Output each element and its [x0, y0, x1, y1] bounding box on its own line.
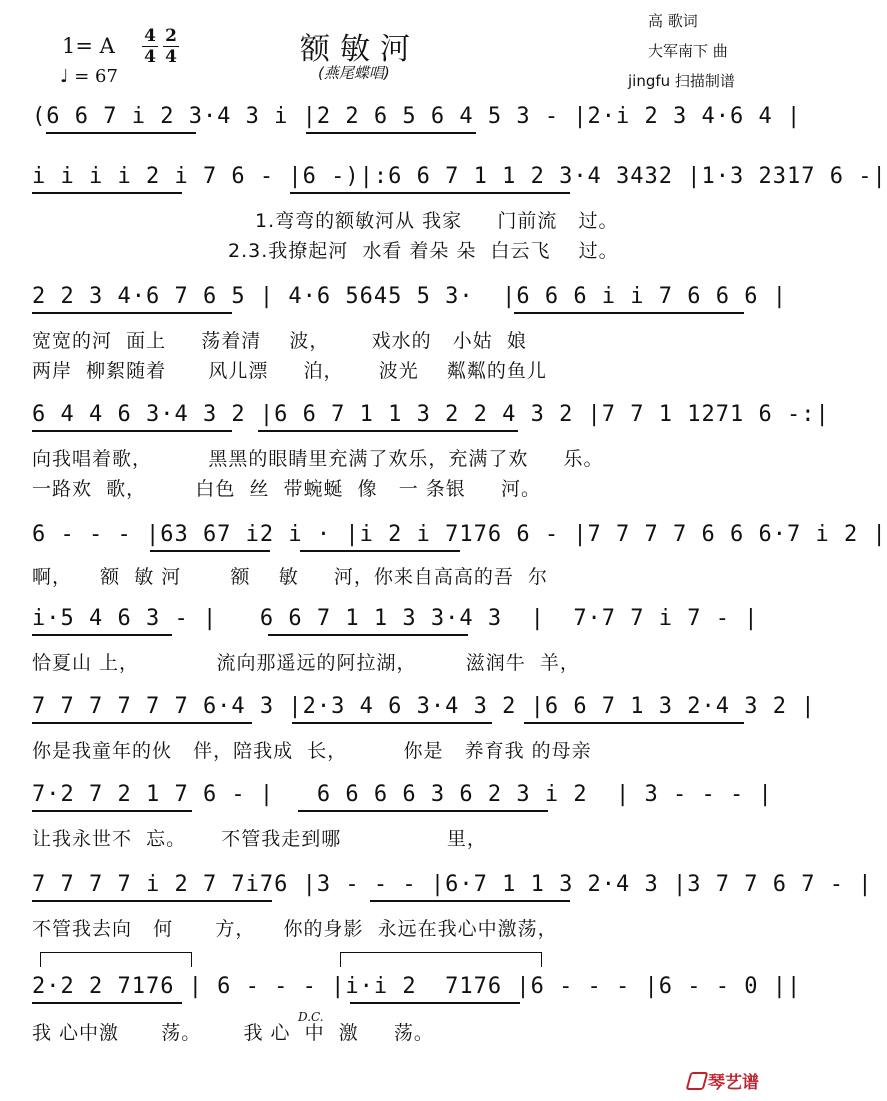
site-logo: [688, 1068, 759, 1093]
lyric-line: 恰夏山 上， 流向那遥远的阿拉湖， 滋润牛 羊，: [32, 652, 580, 674]
beam: [150, 550, 270, 552]
score-line-2: i i i i 2 i 7 6 - |6 -)|:6 6 7 1 1 2 3·4 3432 |1·3 2317 6 -|: [32, 164, 887, 189]
time-signature-2: 2 4: [163, 26, 179, 67]
score-line-8: 7·2 7 2 1 7 6 - | 6 6 6 6 3 6 2 3 i 2 | 3 - - - |: [32, 782, 773, 807]
score-line-9: 7 7 7 7 i 2 7 7i76 |3 - - - |6·7 1 1 3 2·4 3 |3 7 7 6 7 - |: [32, 872, 873, 897]
beam: [32, 900, 272, 902]
lyric-verse-2: 2.3.我撩起河 水看 着朵 朵 白云飞 过。: [228, 240, 619, 262]
lyric-verse-1: 向我唱着歌， 黑黑的眼睛里充满了欢乐，充满了欢 乐。: [32, 448, 604, 470]
beam: [298, 810, 548, 812]
beam: [524, 722, 744, 724]
beam: [258, 430, 518, 432]
score-line-4: 6 4 4 6 3·4 3 2 |6 6 7 1 1 3 2 2 4 3 2 |7 7 1 1271 6 -:|: [32, 402, 830, 427]
beam: [32, 634, 172, 636]
beam: [32, 312, 232, 314]
lyric-verse-2: 两岸 柳絮随着 风儿漂 泊， 波光 粼粼的鱼儿: [32, 360, 547, 382]
beam: [46, 132, 196, 134]
tuplet-bracket: [40, 952, 192, 967]
beam: [32, 722, 252, 724]
composer-credit: 大军南下 曲: [648, 42, 728, 60]
score-line-10: 2·2 2 7176 | 6 - - - |i·i 2 7176 |6 - - - |6 - - 0 ||: [32, 974, 802, 999]
beam: [290, 192, 570, 194]
song-title: 额敏河: [300, 32, 420, 67]
score-line-1: (6 6 7 i 2 3·4 3 i |2 2 6 5 6 4 5 3 - |2·i 2 3 4·6 4 |: [32, 104, 802, 129]
logo-text: 琴艺谱: [708, 1073, 759, 1093]
lyricist-credit: 高 歌词: [648, 12, 698, 30]
beam: [32, 192, 182, 194]
score-line-7: 7 7 7 7 7 7 6·4 3 |2·3 4 6 3·4 3 2 |6 6 7 1 3 2·4 3 2 |: [32, 694, 816, 719]
beam: [32, 430, 232, 432]
lyric-line: 你是我童年的伙 伴，陪我成 长， 你是 养育我 的母亲: [32, 740, 592, 762]
lyric-verse-1: 宽宽的河 面上 荡着清 波， 戏水的 小姑 娘: [32, 330, 527, 352]
lyric-line: 啊， 额 敏 河 额 敏 河，你来自高高的吾 尔: [32, 566, 548, 588]
lyric-verse-2: 一路欢 歌， 白色 丝 带蜿蜒 像 一 条银 河。: [32, 478, 541, 500]
beam: [32, 810, 192, 812]
tuplet-bracket: [340, 952, 542, 967]
singer-credit: (燕尾蝶唱): [318, 64, 390, 82]
beam: [350, 1002, 520, 1004]
beam: [300, 550, 460, 552]
beam: [268, 634, 468, 636]
tempo-marking: ♩ = 67: [60, 66, 118, 87]
score-line-5: 6 - - - |63 67 i2 i · |i 2 i 7176 6 - |7 7 7 7 6 6 6·7 i 2 |: [32, 522, 887, 547]
beam: [370, 900, 570, 902]
dc-mark: D.C.: [298, 1010, 324, 1024]
score-line-6: i·5 4 6 3 - | 6 6 7 1 1 3 3·4 3 | 7·7 7 i 7 - |: [32, 606, 759, 631]
beam: [306, 132, 476, 134]
scanner-credit: jingfu 扫描制谱: [628, 72, 735, 90]
key-signature: 1= A: [62, 34, 115, 58]
logo-icon: [686, 1072, 709, 1090]
beam: [514, 312, 744, 314]
beam: [292, 722, 492, 724]
lyric-line: 让我永世不 忘。 不管我走到哪 里，: [32, 828, 487, 850]
beam: [32, 1002, 182, 1004]
time-signature-1: 4 4: [142, 26, 158, 67]
lyric-verse-1: 1.弯弯的额敏河从 我家 门前流 过。: [255, 210, 619, 232]
lyric-line: 我 心中激 荡。 我 心 中 激 荡。: [32, 1022, 434, 1044]
lyric-line: 不管我去向 何 方， 你的身影 永远在我心中激荡，: [32, 918, 558, 940]
score-line-3: 2 2 3 4·6 7 6 5 | 4·6 5645 5 3· |6 6 6 i i 7 6 6 6 |: [32, 284, 787, 309]
